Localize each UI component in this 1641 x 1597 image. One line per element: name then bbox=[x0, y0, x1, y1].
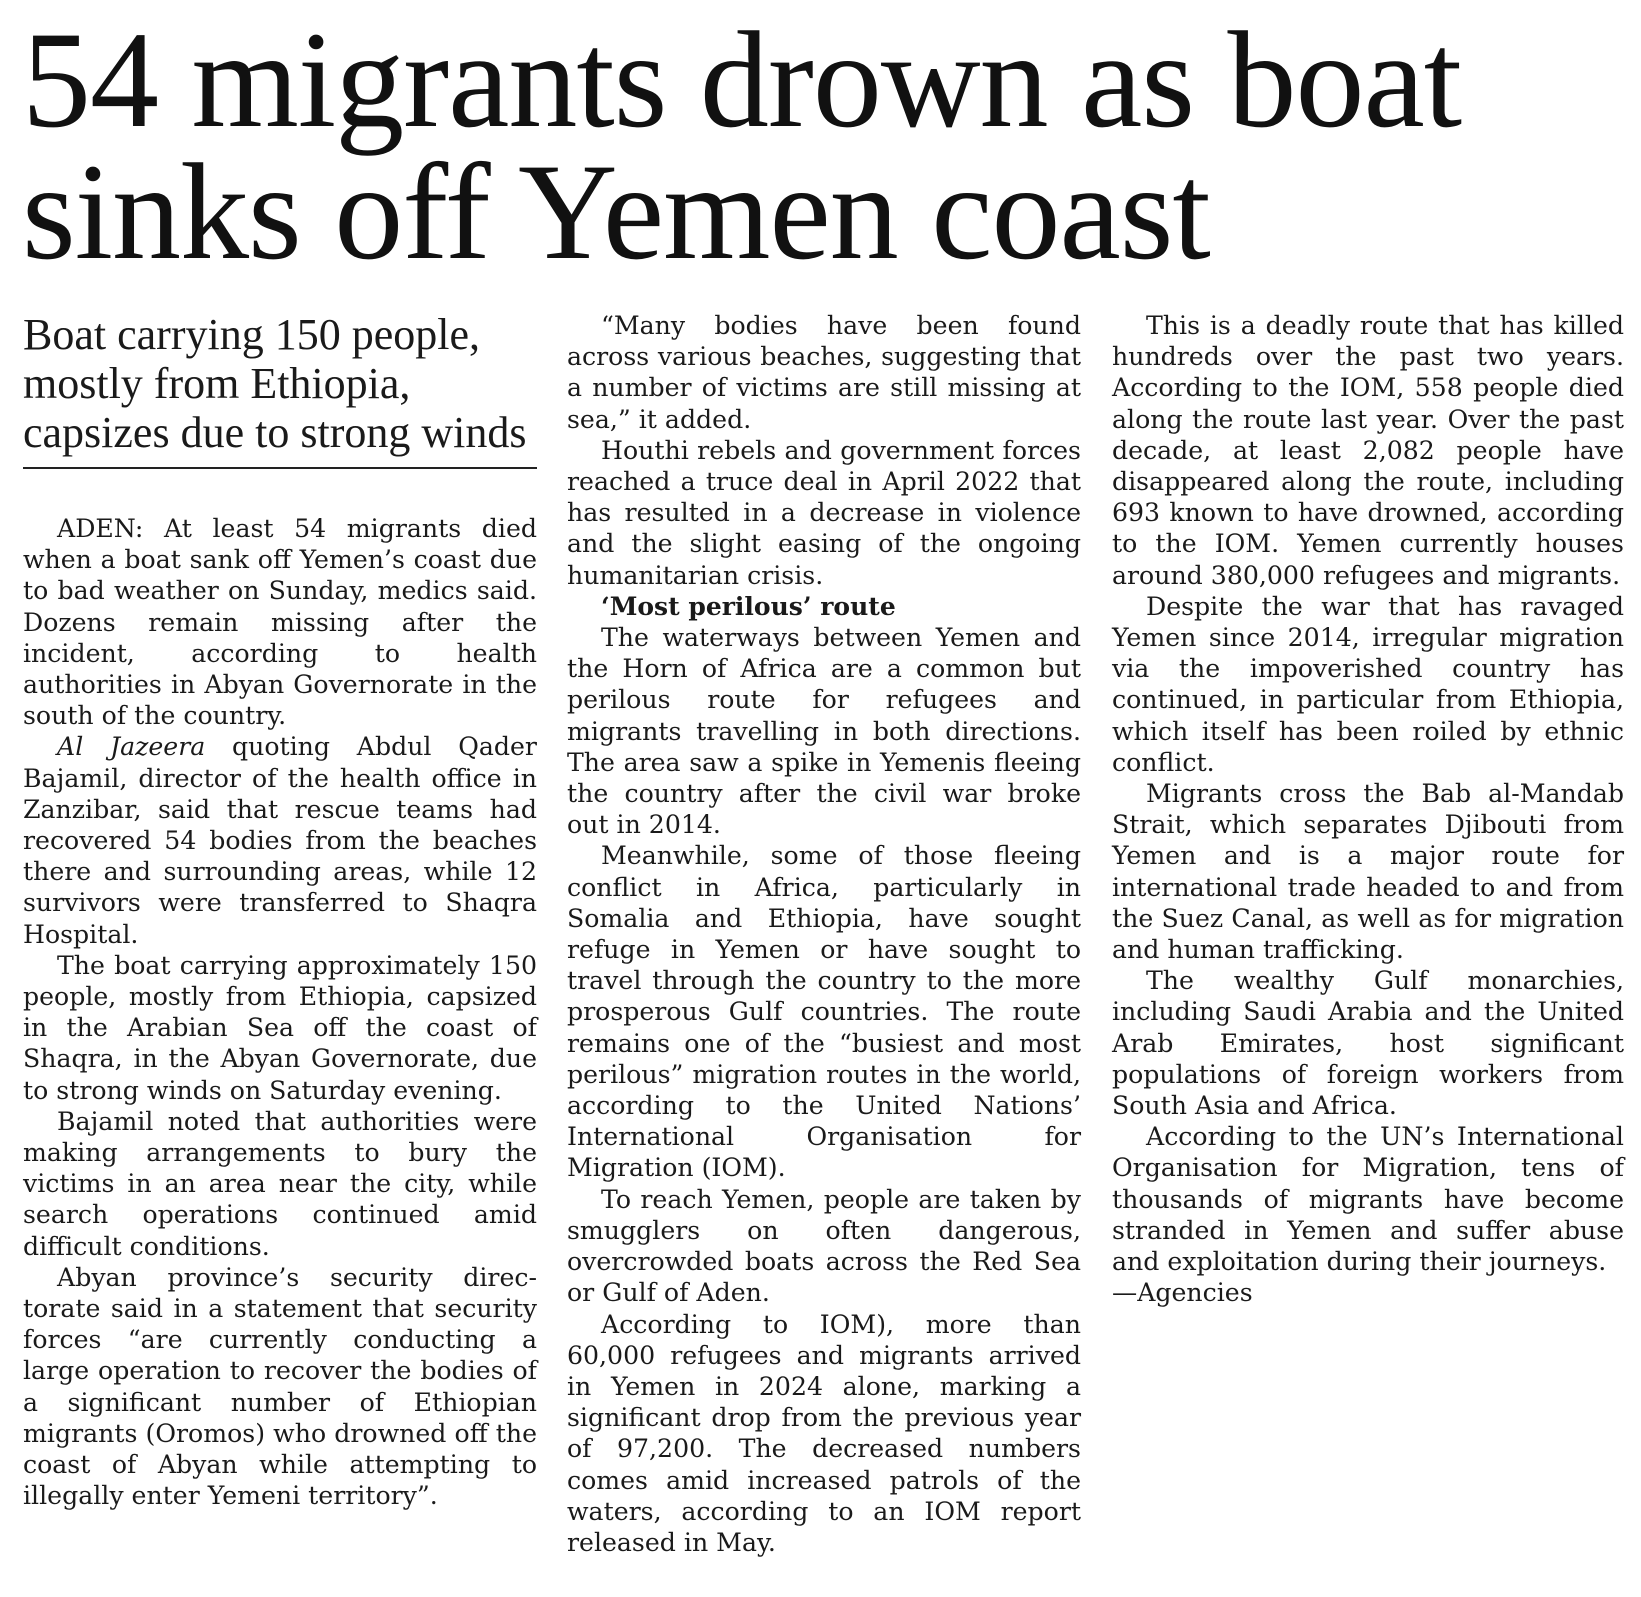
article-column-2 bbox=[567, 310, 1081, 1558]
article-column-1 bbox=[23, 310, 537, 1512]
body-paragraph: Houthi rebels and government forces reached a truce deal in April 2022 that has resulted in a decrease in violence and the slight easing of the ongoing humanitarian crisis. bbox=[567, 435, 1081, 590]
body-paragraph: The waterways between Yemen and the Horn of Africa are a common but perilous route for refugees and migrants travelling in both directions. The area saw a spike in Yemenis fleeing the country after the civil war broke out in 2014. bbox=[567, 623, 1081, 840]
body-paragraph: This is a deadly route that has killed hundreds over the past two years. According to the IOM, 558 people died along the route last year. Over the past decade, at least 2,082 people have disappeared along the route, including 693 known to have drowned, according to the IOM. Yemen currently houses around 380,000 refugees and migrants. bbox=[1112, 311, 1624, 590]
article-column-3 bbox=[1112, 310, 1624, 1309]
crosshead: ‘Most perilous’ route bbox=[601, 591, 896, 621]
body-paragraph: To reach Yemen, people are taken by smugglers on often dangerous, overcrowded boats across the Red Sea or Gulf of Aden. bbox=[567, 1184, 1081, 1308]
body-paragraph: Bajamil noted that authorities were making arrangements to bury the victims in an area near the city, while search operations continued amid difficult conditions. bbox=[23, 1106, 537, 1261]
body-paragraph-dateline: ADEN: At least 54 migrants died when a boat sank off Yemen’s coast due to bad weather on Sunday, medics said. Dozens remain missing after the incident, according to health authorities in Abyan Governorate in the south of the country. bbox=[23, 514, 537, 731]
body-paragraph bbox=[23, 731, 537, 949]
body-paragraph: According to IOM), more than 60,000 refugees and migrants arrived in Yemen in 2024 alone, marking a significant drop from the previous year of 97,200. The decreased numbers comes amid increased patrols of the waters, according to an IOM report released in May. bbox=[567, 1309, 1081, 1557]
body-paragraph: “Many bodies have been found across various beaches, suggesting that a number of victims are still missing at sea,” it added. bbox=[567, 311, 1081, 434]
body-paragraph: Abyan province’s security directorate said in a statement that security forces “are currently conducting a large operation to recover the bodies of a significant number of Ethiopian migrants (Oromos) who drowned off the coast of Abyan while attempting to illegally enter Yemeni territory”. bbox=[23, 1262, 537, 1511]
body-paragraph: Migrants cross the Bab al-Mandab Strait, which separates Djibouti from Yemen and is a major route for international trade headed to and from the Suez Canal, as well as for migration and human trafficking. bbox=[1112, 779, 1624, 965]
body-paragraph: The wealthy Gulf monarchies, including Saudi Arabia and the United Arab Emirates, host significant populations of foreign workers from South Asia and Africa. bbox=[1112, 966, 1624, 1121]
standfirst: Boat carrying 150 people, mostly from Ethiopia, capsizes due to strong winds bbox=[23, 310, 537, 469]
byline-credit: —Agencies bbox=[1112, 1278, 1253, 1308]
source-name: Al Jazeera bbox=[57, 732, 206, 762]
body-paragraph: Meanwhile, some of those fleeing conflict in Africa, particularly in Somalia and Ethiopia, have sought refuge in Yemen or have sought to travel through the country to the more prosperous Gulf countries. The route remains one of the “busiest and most perilous” migration routes in the world, according to the United Nations’ International Organisation for Migration (IOM). bbox=[567, 841, 1081, 1183]
body-paragraph: The boat carrying approximately 150 people, mostly from Ethiopia, capsized in the Arabian Sea off the coast of Shaqra, in the Abyan Governorate, due to strong winds on Saturday evening. bbox=[23, 950, 537, 1105]
body-text: quoting Abdul Qader Bajamil, director of the health office in Zanzibar, said that rescue teams had recovered 54 bodies from the beaches there and surrounding areas, while 12 survivors were transferred to Shaqra Hospital. bbox=[23, 732, 537, 949]
body-paragraph: According to the UN’s International Organisation for Migration, tens of thousands of migrants have become stranded in Yemen and suffer abuse and exploitation during their journeys. bbox=[1112, 1122, 1624, 1277]
body-paragraph: Despite the war that has ravaged Yemen since 2014, irregular migration via the impoverished country has continued, in particular from Ethiopia, which itself has been roiled by ethnic conflict. bbox=[1112, 591, 1624, 777]
headline: 54 migrants drown as boat sinks off Yemen coast bbox=[22, 3, 1462, 288]
